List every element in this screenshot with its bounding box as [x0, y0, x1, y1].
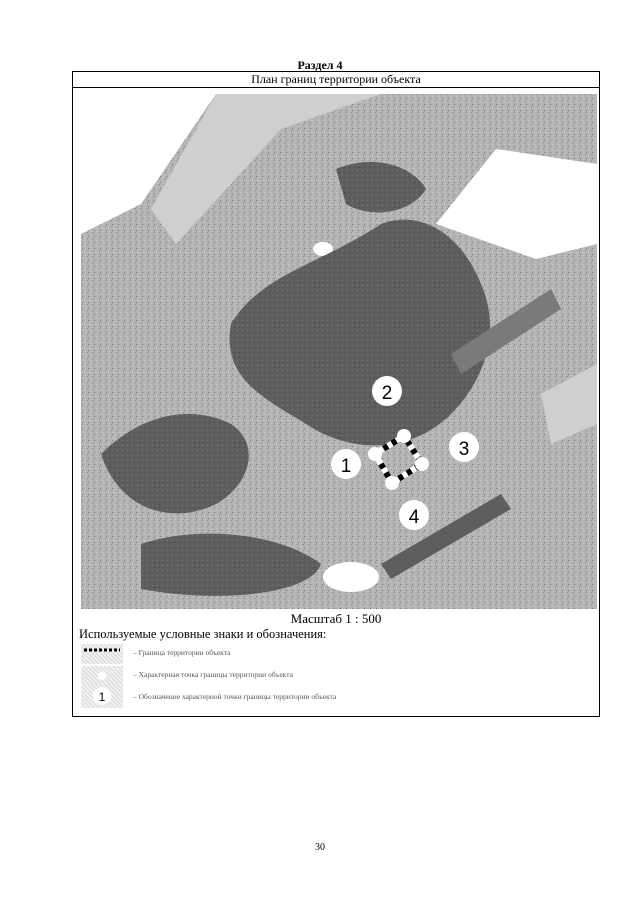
point-label-icon [81, 684, 123, 708]
characteristic-point-1 [368, 447, 382, 461]
legend-item-boundary [81, 644, 581, 666]
aerial-map [81, 94, 597, 609]
legend-swatch [81, 644, 123, 664]
characteristic-point-3 [415, 457, 429, 471]
section-title: Раздел 4 [297, 58, 343, 72]
svg-text:1: 1 [98, 690, 106, 704]
characteristic-point-4 [385, 476, 399, 490]
legend-item-point-label [81, 684, 581, 706]
legend-text-point: – Характерная точка границы территории объекта [133, 670, 293, 679]
legend-heading: Используемые условные знаки и обозначения: [79, 627, 327, 641]
scale-label: Масштаб 1 : 500 [290, 611, 382, 626]
characteristic-point-2 [397, 429, 411, 443]
legend-text-boundary: – Граница территории объекта [133, 648, 231, 657]
point-label-3: 3 [458, 439, 470, 460]
plan-title: План границ территории объекта [73, 72, 599, 88]
legend-swatch [81, 684, 123, 708]
page-number: 30 [315, 842, 325, 853]
point-label-1: 1 [340, 456, 352, 477]
legend-swatch [81, 666, 123, 686]
boundary-line-icon [81, 644, 123, 664]
legend-text-point-label: – Обозначение характерной точки границы территории объекта [133, 692, 337, 701]
boundary-plan-frame [72, 71, 600, 717]
point-label-2: 2 [381, 383, 393, 404]
point-label-4: 4 [408, 507, 420, 528]
characteristic-point-icon [81, 666, 123, 686]
white-area-bottom [323, 562, 379, 592]
